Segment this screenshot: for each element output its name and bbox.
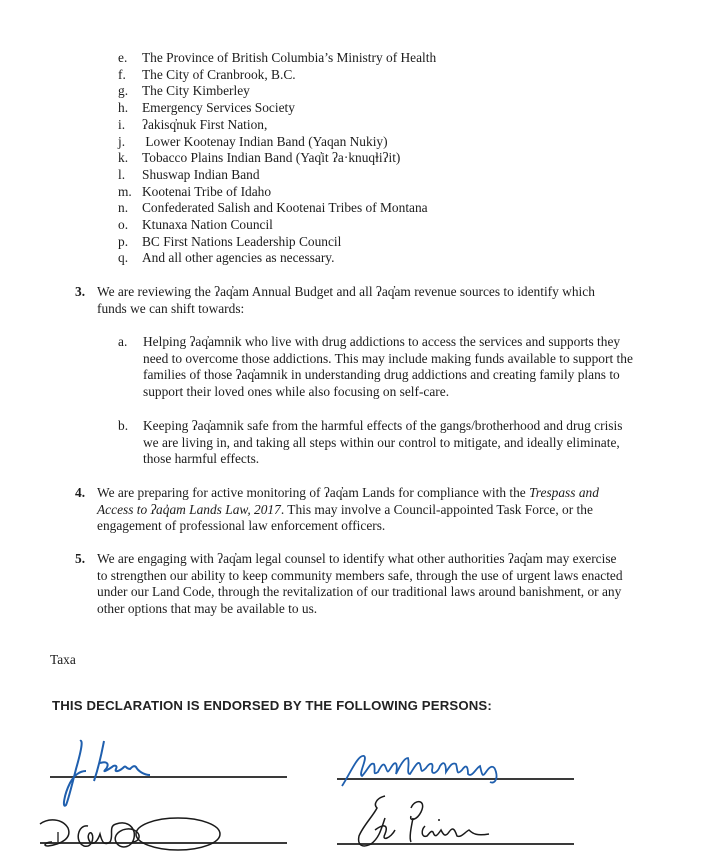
list-item-label: n.: [118, 200, 129, 216]
paragraph-line: engagement of professional law enforcement officers.: [97, 518, 386, 534]
paragraph-line: those harmful effects.: [143, 451, 260, 467]
list-item-text: The Province of British Columbia’s Ministry of Health: [142, 50, 437, 65]
closing-word: Taxa: [50, 652, 76, 667]
list-item-label: e.: [118, 50, 128, 65]
item-number: 5.: [75, 551, 86, 566]
list-item-text: The City of Cranbrook, B.C.: [142, 66, 296, 82]
signature-image: [340, 744, 520, 794]
signature-stroke: [136, 818, 220, 850]
signature-stroke: [410, 802, 489, 842]
list-item-text: Confederated Salish and Kootenai Tribes of Montana: [142, 200, 428, 216]
paragraph-line: We are engaging with ʔaq̓am legal counsel to identify what other authorities ʔaq̓am may exercise: [97, 551, 617, 566]
paragraph-line: Keeping ʔaq̓amnik safe from the harmful effects of the gangs/brotherhood and drug crisis: [143, 418, 623, 433]
signature-stroke: [64, 741, 86, 806]
list-item-label: q.: [118, 250, 129, 266]
list-item-text: The City Kimberley: [142, 83, 250, 99]
signature-stroke: [359, 796, 395, 846]
paragraph-line: support their loved ones while also focusing on self-care.: [143, 384, 450, 400]
paragraph-line: We are reviewing the ʔaq̓am Annual Budget and all ʔaq̓am revenue sources to identify which: [97, 284, 595, 299]
law-title-italic: Access to ʔaq̓am Lands Law, 2017: [97, 501, 281, 517]
list-item-text: Ktunaxa Nation Council: [142, 217, 273, 232]
text-segment: We are preparing for active monitoring of ʔaq̓am Lands for compliance with the: [97, 485, 530, 500]
signature-stroke: [94, 741, 150, 781]
list-item-text: And all other agencies as necessary.: [142, 250, 335, 266]
list-item-text: Lower Kootenay Indian Band (Yaqan Nukiy): [142, 133, 388, 149]
list-item-label: h.: [118, 100, 129, 116]
paragraph-line: to strengthen our ability to keep community members safe, through the use of urgent laws enacted: [97, 567, 623, 583]
paragraph-line: families of those ʔaq̓amnik in understanding drug addictions and creating family plans to: [143, 367, 620, 383]
item-number: 3.: [75, 284, 86, 299]
signature-stroke: [438, 819, 440, 821]
list-item-text: Emergency Services Society: [142, 100, 295, 116]
signature-stroke: [78, 823, 139, 847]
paragraph-line: need to overcome those addictions. This may include making funds available to support the: [143, 350, 633, 366]
list-item-label: i.: [118, 116, 126, 132]
list-item-text: Tobacco Plains Indian Band (Yaq̓it ʔa·knuqⱡiʔit): [142, 150, 401, 166]
paragraph-line: [97, 485, 599, 502]
paragraph-line: we are living in, and taking all steps within our control to mitigate, and ideally eliminate,: [143, 434, 620, 450]
signature-stroke: [342, 756, 497, 786]
signature-image: [38, 812, 228, 854]
list-item-label: l.: [118, 166, 126, 182]
list-item-text: Kootenai Tribe of Idaho: [142, 183, 272, 199]
signature-image: [60, 735, 180, 810]
paragraph-line: other options that may be available to us.: [97, 601, 318, 617]
paragraph-line: Helping ʔaq̓amnik who live with drug addictions to access the services and supports they: [143, 334, 621, 349]
endorsement-heading: THIS DECLARATION IS ENDORSED BY THE FOLLOWING PERSONS:: [52, 698, 492, 713]
list-item-text: ʔakisq̓nuk First Nation,: [142, 116, 268, 132]
text-segment: . This may involve a Council-appointed Task Force, or the: [280, 501, 593, 517]
law-title-italic: Trespass and: [529, 485, 599, 500]
signature-image: [355, 790, 515, 854]
list-item-label: o.: [118, 217, 129, 232]
sub-item-label: a.: [118, 334, 128, 349]
paragraph-line: under our Land Code, through the revitalization of our traditional laws around banishment, or any: [97, 584, 622, 600]
paragraph-line: funds we can shift towards:: [97, 300, 245, 316]
list-item-label: m.: [118, 183, 132, 199]
signature-stroke: [40, 820, 69, 846]
list-item-label: k.: [118, 150, 129, 166]
item-number: 4.: [75, 485, 86, 500]
sub-item-label: b.: [118, 418, 129, 433]
list-item-label: g.: [118, 83, 129, 99]
list-item-text: BC First Nations Leadership Council: [142, 233, 342, 249]
list-item-text: Shuswap Indian Band: [142, 166, 260, 182]
paragraph-line: [97, 502, 599, 519]
list-item-label: f.: [118, 66, 126, 82]
list-item-label: p.: [118, 233, 129, 249]
list-item-label: j.: [118, 133, 126, 149]
